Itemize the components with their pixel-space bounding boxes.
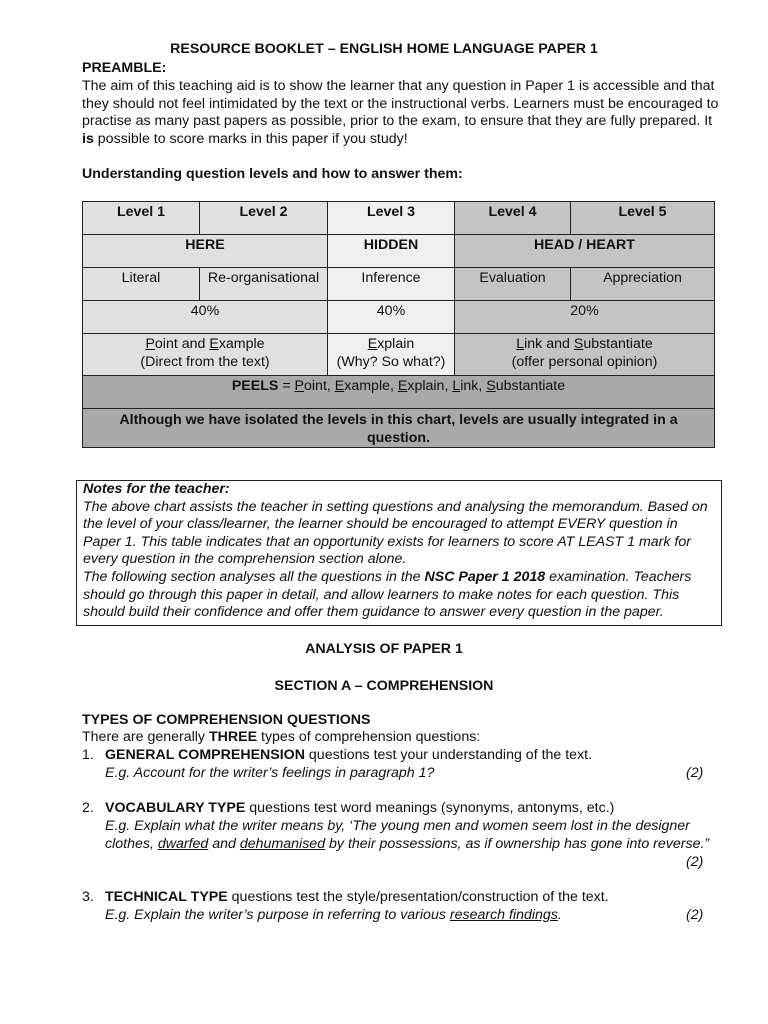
notes-p2-text-1: The following section analyses all the questions in the xyxy=(83,568,425,585)
percent-row xyxy=(83,301,715,334)
item-3-number: 3. xyxy=(82,889,94,905)
method-row xyxy=(83,334,715,376)
peels-p-rest: oint xyxy=(304,378,327,394)
ex-text: xplain xyxy=(377,336,415,352)
item-3-name: TECHNICAL TYPE xyxy=(105,889,228,905)
level-1-cell: Level 1 xyxy=(83,202,200,235)
peels-s-rest: ubstantiate xyxy=(495,378,566,394)
level-2-cell: Level 2 xyxy=(200,202,328,235)
item-2-eg-1: clothes, xyxy=(105,836,158,852)
item-3-eg-2: . xyxy=(557,907,562,923)
pe-text-1: oint and xyxy=(154,336,210,352)
percent-head-heart-cell: 20% xyxy=(455,301,715,334)
item-2-text xyxy=(105,800,614,818)
item-1-number: 1. xyxy=(82,747,94,763)
item-1-name: GENERAL COMPREHENSION xyxy=(105,747,305,763)
preamble-text-2: possible to score marks in this paper if you study! xyxy=(93,130,408,147)
peels-label: PEELS xyxy=(231,378,279,394)
level-5-cell: Level 5 xyxy=(571,202,715,235)
item-1-text xyxy=(105,747,592,765)
ex-subtext: (Why? So what?) xyxy=(336,353,446,370)
group-hidden-cell: HIDDEN xyxy=(328,235,455,268)
item-2-name: VOCABULARY TYPE xyxy=(105,800,246,816)
item-2-desc: questions test word meanings (synonyms, antonyms, etc.) xyxy=(245,800,615,816)
teacher-notes-paragraph-1: The above chart assists the teacher in setting questions and analysing the memorandum. Based on the level of your class/learner, the learner should be encouraged to attempt EVERY question in Paper 1. This table indicates that an opportunity exists for learners to score AT LEAST 1 mark for every question in the comprehension section alone. xyxy=(83,498,708,568)
ls-letter-l: L xyxy=(516,336,525,352)
ls-text-1: ink and xyxy=(524,336,574,352)
level-3-cell: Level 3 xyxy=(328,202,455,235)
peels-equals: = xyxy=(278,378,295,394)
types-intro-2: types of comprehension questions: xyxy=(257,729,481,745)
type-reorganisational-cell: Re-organisational xyxy=(200,268,328,301)
type-inference-cell: Inference xyxy=(328,268,455,301)
types-row xyxy=(83,268,715,301)
integration-note-cell: Although we have isolated the levels in this chart, levels are usually integrated in a question. xyxy=(83,409,715,448)
item-2-eg-dwarfed: dwarfed xyxy=(157,836,209,852)
item-2-eg-dehumanised: dehumanised xyxy=(239,836,326,852)
item-3-desc: questions test the style/presentation/construction of the text. xyxy=(227,889,609,905)
levels-row xyxy=(83,202,715,235)
pe-letter-p: P xyxy=(145,336,155,352)
group-head-heart-cell: HEAD / HEART xyxy=(455,235,715,268)
question-levels-table xyxy=(82,201,715,448)
peels-p: P xyxy=(294,378,305,394)
link-substantiate-cell xyxy=(455,334,715,376)
ex-letter-e: E xyxy=(367,336,378,352)
analysis-heading: ANALYSIS OF PAPER 1 xyxy=(305,641,463,657)
peels-l-rest: ink xyxy=(460,378,479,394)
item-3-eg-research: research findings xyxy=(449,907,558,923)
teacher-notes-paragraph-2 xyxy=(83,569,715,622)
item-2-number: 2. xyxy=(82,800,94,816)
pe-subtext: (Direct from the text) xyxy=(140,353,270,370)
type-appreciation-cell: Appreciation xyxy=(571,268,715,301)
peels-e2: E xyxy=(397,378,408,394)
preamble-text-1: The aim of this teaching aid is to show the learner that any question in Paper 1 is accessible and that they should not feel intimidated by the text or the instructional verbs. Learners must be encouraged to practise as many past papers as possible, prior to the exam, to ensure that they are fully prepared. It xyxy=(82,78,719,130)
item-2-eg-and: and xyxy=(208,836,240,852)
peels-e1-rest: xample xyxy=(344,378,390,394)
point-example-cell xyxy=(83,334,328,376)
preamble-paragraph xyxy=(82,78,722,148)
percent-hidden-cell: 40% xyxy=(328,301,455,334)
type-evaluation-cell: Evaluation xyxy=(455,268,571,301)
peels-s: S xyxy=(486,378,496,394)
types-intro xyxy=(82,729,480,747)
level-4-cell: Level 4 xyxy=(455,202,571,235)
teacher-notes-box xyxy=(76,480,722,626)
integration-note-row xyxy=(83,409,715,448)
pe-text-2: xample xyxy=(218,336,265,352)
item-1-example: E.g. Account for the writer’s feelings in paragraph 1? xyxy=(105,765,435,781)
item-2-example-line-1: E.g. Explain what the writer means by, ‘The young men and women seem lost in the designer xyxy=(105,818,690,834)
peels-e1: E xyxy=(334,378,345,394)
preamble-heading: PREAMBLE: xyxy=(82,60,167,76)
explain-cell xyxy=(328,334,455,376)
item-2-example-line-2 xyxy=(105,836,709,854)
group-here-cell: HERE xyxy=(83,235,328,268)
ls-subtext: (offer personal opinion) xyxy=(511,353,658,370)
item-1-desc: questions test your understanding of the text. xyxy=(304,747,593,763)
notes-p2-bold: NSC Paper 1 2018 xyxy=(424,568,546,585)
notes-p2-text-2: examination. Teachers should go through this paper in detail, and allow learners to make notes for each question. This should build their confidence and offer them guidance to answer every question in the paper. xyxy=(83,568,692,621)
ls-letter-s: S xyxy=(573,336,584,352)
percent-here-cell: 40% xyxy=(83,301,328,334)
item-3-text xyxy=(105,889,609,907)
document-title: RESOURCE BOOKLET – ENGLISH HOME LANGUAGE PAPER 1 xyxy=(170,41,598,57)
item-3-example xyxy=(105,907,562,925)
peels-cell: PEELS = Point, Example, Explain, Link, Substantiate xyxy=(83,376,715,409)
types-heading: TYPES OF COMPREHENSION QUESTIONS xyxy=(82,712,371,728)
types-intro-bold: THREE xyxy=(208,729,258,745)
types-intro-1: There are generally xyxy=(82,729,209,745)
section-a-heading: SECTION A – COMPREHENSION xyxy=(274,678,494,694)
item-3-eg-1: E.g. Explain the writer’s purpose in referring to various xyxy=(105,907,450,923)
peels-row xyxy=(83,376,715,409)
peels-e2-rest: xplain xyxy=(407,378,445,394)
item-2-eg-2: by their possessions, as if ownership has gone into reverse.” xyxy=(325,836,710,852)
item-3-mark: (2) xyxy=(686,907,704,923)
groups-row xyxy=(83,235,715,268)
ls-text-2: ubstantiate xyxy=(583,336,653,352)
type-literal-cell: Literal xyxy=(83,268,200,301)
pe-letter-e: E xyxy=(209,336,219,352)
peels-l: L xyxy=(452,378,461,394)
understanding-heading: Understanding question levels and how to answer them: xyxy=(82,166,463,182)
teacher-notes-heading: Notes for the teacher: xyxy=(83,481,230,497)
item-1-mark: (2) xyxy=(686,765,704,781)
item-2-mark: (2) xyxy=(686,854,704,870)
preamble-bold-is: is xyxy=(82,130,94,147)
